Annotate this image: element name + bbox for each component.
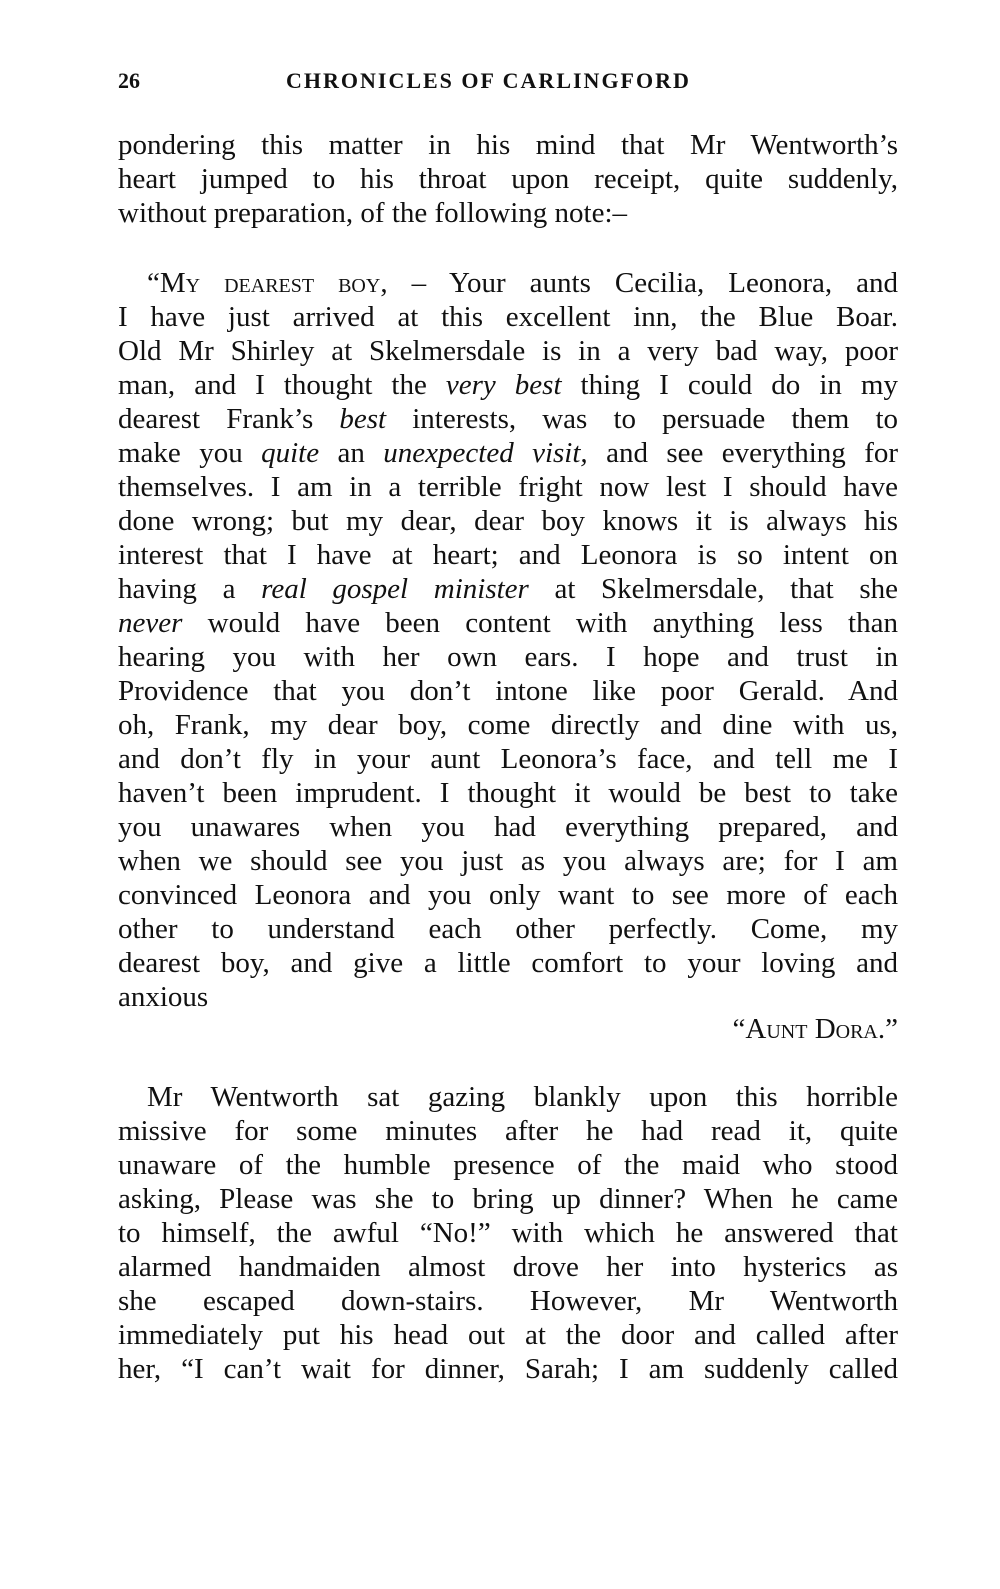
letter-opening-line <box>118 266 898 300</box>
page-number: 26 <box>118 68 140 93</box>
text-run: would have been content with anything less than <box>182 607 898 639</box>
text-line: asking, Please was she to bring up dinner? When he came <box>118 1183 898 1215</box>
text-line <box>118 606 898 640</box>
text-line: dearest boy, and give a little comfort to your loving and <box>118 947 898 979</box>
text-run: make you <box>118 437 262 469</box>
text-run: interests, was to persuade them to <box>386 403 898 435</box>
text-run: dearest Frank’s <box>118 403 340 435</box>
text-line <box>118 436 898 470</box>
emphasis: quite <box>261 437 320 469</box>
text-line: when we should see you just as you always are; for I am <box>118 845 898 877</box>
emphasis: best <box>339 403 387 435</box>
text-line: other to understand each other perfectly. Come, my <box>118 913 898 945</box>
text-line: pondering this matter in his mind that Mr Wentworth’s <box>118 129 898 161</box>
text-run: man, and I thought the <box>118 369 446 401</box>
close-quote: ” <box>885 1013 898 1045</box>
text-line: unaware of the humble presence of the maid who stood <box>118 1149 898 1181</box>
letter-salutation: My dearest boy, <box>159 267 388 299</box>
text-line: you unawares when you had everything prepared, and <box>118 811 898 843</box>
text-line: her, “I can’t wait for dinner, Sarah; I am suddenly called <box>118 1353 898 1385</box>
text-line: oh, Frank, my dear boy, come directly and dine with us, <box>118 709 898 741</box>
paragraph-continued <box>118 128 898 230</box>
text-line: without preparation, of the following note:– <box>118 197 628 229</box>
open-quote: “ <box>147 267 160 299</box>
text-line: immediately put his head out at the door and called after <box>118 1319 898 1351</box>
letter-signature <box>118 1012 898 1046</box>
text-line: hearing you with her own ears. I hope and trust in <box>118 641 898 673</box>
text-line: I have just arrived at this excellent inn, the Blue Boar. <box>118 301 898 333</box>
page-header <box>118 68 898 102</box>
text-line <box>118 1080 898 1114</box>
emphasis: never <box>118 607 183 639</box>
text-run: an <box>319 437 384 469</box>
text-run: Mr Wentworth sat gazing blankly upon this horrible <box>147 1081 898 1113</box>
signature-line <box>118 1012 898 1046</box>
text-line <box>118 368 898 402</box>
signature-name: Aunt Dora. <box>745 1013 886 1045</box>
emphasis: real gospel minister <box>261 573 529 605</box>
text-line: she escaped down-stairs. However, Mr Wentworth <box>118 1285 898 1317</box>
running-title: CHRONICLES OF CARLINGFORD <box>286 68 691 93</box>
text-line: themselves. I am in a terrible fright now lest I should have <box>118 471 898 503</box>
text-run: and see everything for <box>587 437 899 469</box>
emphasis: very best <box>445 369 562 401</box>
text-line: haven’t been imprudent. I thought it would be best to take <box>118 777 898 809</box>
text-line: heart jumped to his throat upon receipt, quite suddenly, <box>118 163 898 195</box>
text-line: Providence that you don’t intone like poor Gerald. And <box>118 675 898 707</box>
text-line: and don’t fly in your aunt Leonora’s face, and tell me I <box>118 743 898 775</box>
text-line: convinced Leonora and you only want to see more of each <box>118 879 898 911</box>
paragraph <box>118 1080 898 1386</box>
open-quote: “ <box>732 1013 746 1045</box>
text-line: anxious <box>118 981 209 1013</box>
emphasis: unexpected visit, <box>383 437 588 469</box>
letter-block <box>118 266 898 1014</box>
text-line: missive for some minutes after he had read it, quite <box>118 1115 898 1147</box>
text-line: done wrong; but my dear, dear boy knows it is always his <box>118 505 898 537</box>
text-run: having a <box>118 573 262 605</box>
text-run: at Skelmersdale, that she <box>528 573 898 605</box>
text-run: thing I could do in my <box>561 369 898 401</box>
text-line <box>118 572 898 606</box>
text-line: to himself, the awful “No!” with which he answered that <box>118 1217 898 1249</box>
text-line: alarmed handmaiden almost drove her into hysterics as <box>118 1251 898 1283</box>
text-line: interest that I have at heart; and Leonora is so intent on <box>118 539 898 571</box>
text-run: – Your aunts Cecilia, Leonora, and <box>387 267 898 299</box>
text-line <box>118 402 898 436</box>
text-line: Old Mr Shirley at Skelmersdale is in a very bad way, poor <box>118 335 898 367</box>
